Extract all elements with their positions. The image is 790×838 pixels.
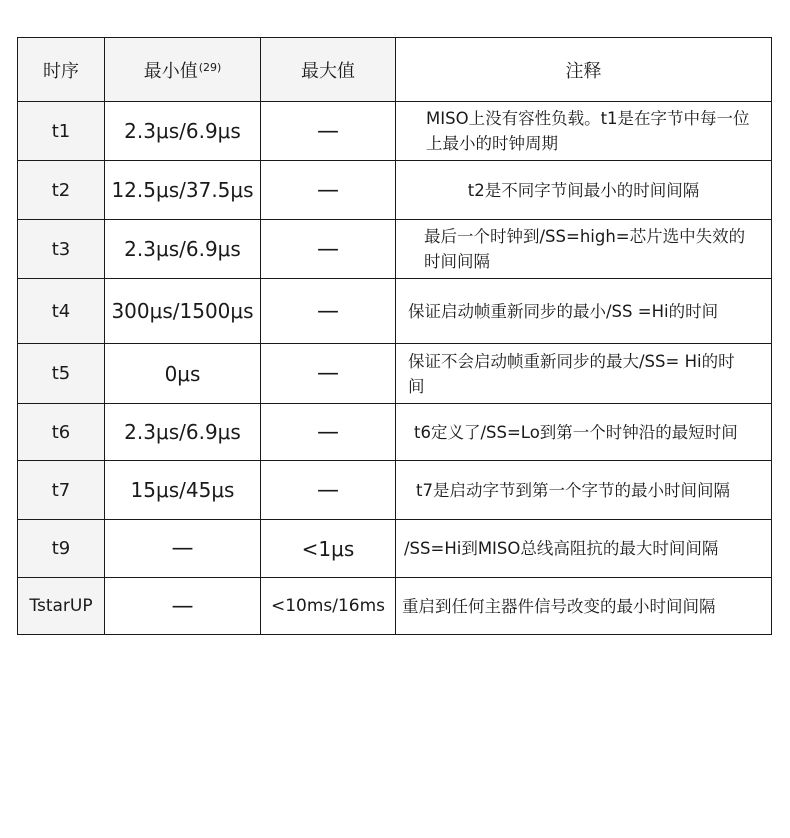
- row-name: t4: [18, 279, 105, 344]
- row-min: [105, 520, 261, 578]
- row-note: t7是启动字节到第一个字节的最小时间间隔: [396, 461, 772, 520]
- row-note: 最后一个时钟到/SS=high=芯片选中失效的时间间隔: [396, 220, 772, 279]
- table-row: [18, 279, 772, 344]
- row-max: <1μs: [261, 520, 396, 578]
- row-min-value: —: [171, 593, 194, 619]
- header-min: [105, 38, 261, 102]
- row-note: 保证不会启动帧重新同步的最大/SS= Hi的时间: [396, 344, 772, 404]
- table-row: [18, 461, 772, 520]
- row-note: MISO上没有容性负载。t1是在字节中每一位上最小的时钟周期: [396, 102, 772, 161]
- row-min: [105, 578, 261, 635]
- row-name: TstarUP: [18, 578, 105, 635]
- row-max-value: —: [317, 477, 339, 503]
- row-min-value: —: [171, 536, 194, 561]
- row-max: [261, 102, 396, 161]
- row-name: t2: [18, 161, 105, 220]
- table-row: [18, 102, 772, 161]
- table-row: [18, 520, 772, 578]
- table-row: [18, 161, 772, 220]
- row-max: [261, 161, 396, 220]
- row-max-value: —: [317, 361, 339, 386]
- row-min: 12.5μs/37.5μs: [105, 161, 261, 220]
- row-note: 保证启动帧重新同步的最小/SS =Hi的时间: [396, 279, 772, 344]
- row-min: 2.3μs/6.9μs: [105, 404, 261, 461]
- row-min: 300μs/1500μs: [105, 279, 261, 344]
- row-max: [261, 220, 396, 279]
- footnote-marker: (29): [198, 60, 222, 74]
- header-min-label: 最小值: [143, 60, 198, 82]
- table-row: [18, 344, 772, 404]
- row-max: [261, 404, 396, 461]
- row-max-value: —: [317, 177, 339, 203]
- row-name: t7: [18, 461, 105, 520]
- row-max: <10ms/16ms: [261, 578, 396, 635]
- row-min: 0μs: [105, 344, 261, 404]
- row-min: 2.3μs/6.9μs: [105, 220, 261, 279]
- row-max: [261, 344, 396, 404]
- table-row: [18, 404, 772, 461]
- row-max-value: —: [317, 419, 339, 445]
- timing-table: [17, 37, 772, 635]
- row-max-value: —: [317, 118, 339, 144]
- row-note: t2是不同字节间最小的时间间隔: [396, 161, 772, 220]
- row-note: t6定义了/SS=Lo到第一个时钟沿的最短时间: [396, 404, 772, 461]
- row-name: t9: [18, 520, 105, 578]
- row-min: 2.3μs/6.9μs: [105, 102, 261, 161]
- row-note: 重启到任何主器件信号改变的最小时间间隔: [396, 578, 772, 635]
- row-note: /SS=Hi到MISO总线高阻抗的最大时间间隔: [396, 520, 772, 578]
- row-name: t6: [18, 404, 105, 461]
- row-name: t3: [18, 220, 105, 279]
- row-name: t1: [18, 102, 105, 161]
- header-note: 注释: [396, 38, 772, 102]
- row-name: t5: [18, 344, 105, 404]
- table-row: [18, 578, 772, 635]
- row-min: 15μs/45μs: [105, 461, 261, 520]
- header-timing: 时序: [18, 38, 105, 102]
- row-max-value: —: [317, 298, 339, 324]
- row-max-value: —: [317, 236, 339, 262]
- header-max: 最大值: [261, 38, 396, 102]
- row-max: [261, 279, 396, 344]
- table-row: [18, 220, 772, 279]
- row-max: [261, 461, 396, 520]
- table-header-row: [18, 38, 772, 102]
